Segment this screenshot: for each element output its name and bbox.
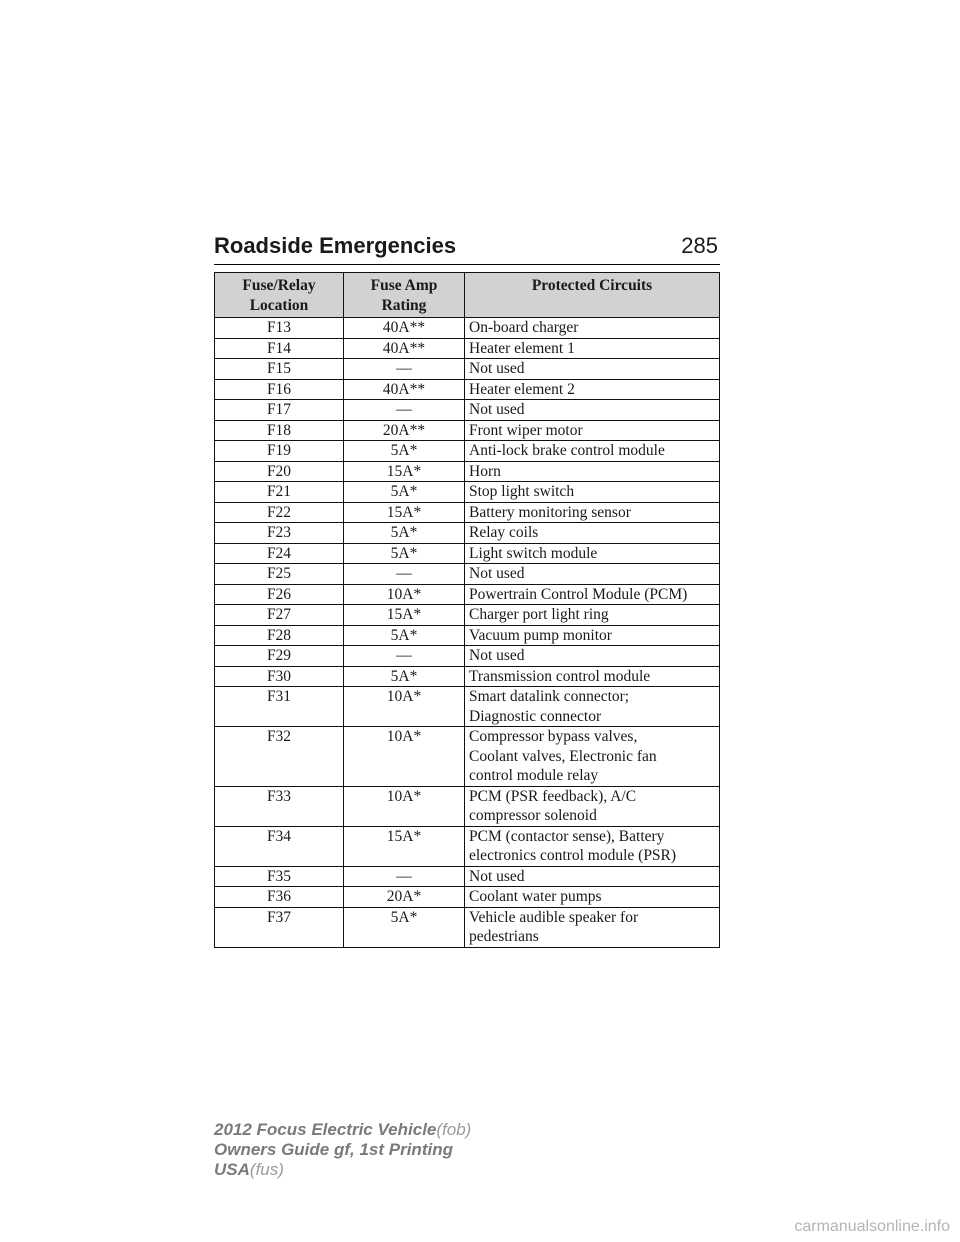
fuse-amp-cell: —	[344, 359, 465, 380]
fuse-location-cell: F33	[215, 786, 344, 826]
footer-line-2: Owners Guide gf, 1st Printing	[214, 1140, 453, 1159]
table-row	[215, 666, 720, 687]
fuse-location-cell: F32	[215, 727, 344, 787]
table-row	[215, 907, 720, 947]
protected-circuit-cell: PCM (contactor sense), Battery electronics control module (PSR)	[465, 826, 720, 866]
table-row	[215, 687, 720, 727]
fuse-amp-cell: 5A*	[344, 625, 465, 646]
fuse-location-cell: F30	[215, 666, 344, 687]
fuse-amp-cell: 10A*	[344, 786, 465, 826]
fuse-amp-cell: 40A**	[344, 379, 465, 400]
fuse-location-cell: F16	[215, 379, 344, 400]
table-row	[215, 826, 720, 866]
fuse-location-cell: F28	[215, 625, 344, 646]
protected-circuit-cell: Light switch module	[465, 543, 720, 564]
page-number: 285	[681, 233, 718, 258]
protected-circuit-cell: Compressor bypass valves, Coolant valves, Electronic fan control module relay	[465, 727, 720, 787]
table-row	[215, 786, 720, 826]
page-header	[214, 228, 720, 265]
column-header-protected-circuits: Protected Circuits	[465, 273, 720, 318]
fuse-location-cell: F29	[215, 646, 344, 667]
fuse-amp-cell: —	[344, 564, 465, 585]
fuse-amp-cell: 5A*	[344, 907, 465, 947]
fuse-amp-cell: 20A*	[344, 887, 465, 908]
watermark-text: carmanualsonline.info	[794, 1218, 950, 1235]
table-row	[215, 379, 720, 400]
fuse-amp-cell: 40A**	[344, 318, 465, 339]
table-row	[215, 584, 720, 605]
fuse-amp-cell: 10A*	[344, 584, 465, 605]
fuse-location-cell: F22	[215, 502, 344, 523]
protected-circuit-cell: Horn	[465, 461, 720, 482]
fuse-location-cell: F31	[215, 687, 344, 727]
fuse-amp-cell: 15A*	[344, 605, 465, 626]
fuse-location-cell: F25	[215, 564, 344, 585]
fuse-amp-cell: 5A*	[344, 482, 465, 503]
table-row	[215, 400, 720, 421]
table-row	[215, 338, 720, 359]
fuse-amp-cell: 10A*	[344, 727, 465, 787]
table-row	[215, 605, 720, 626]
fuse-amp-cell: 5A*	[344, 523, 465, 544]
fuse-location-cell: F18	[215, 420, 344, 441]
protected-circuit-cell: Not used	[465, 359, 720, 380]
protected-circuit-cell: Heater element 2	[465, 379, 720, 400]
fuse-location-cell: F26	[215, 584, 344, 605]
fuse-location-cell: F13	[215, 318, 344, 339]
fuse-location-cell: F35	[215, 866, 344, 887]
fuse-location-cell: F14	[215, 338, 344, 359]
protected-circuit-cell: On-board charger	[465, 318, 720, 339]
protected-circuit-cell: Transmission control module	[465, 666, 720, 687]
table-row	[215, 625, 720, 646]
table-row	[215, 866, 720, 887]
table-row	[215, 441, 720, 462]
protected-circuit-cell: Not used	[465, 400, 720, 421]
table-row	[215, 564, 720, 585]
footer-line-3: USA(fus)	[214, 1160, 284, 1179]
document-footer	[214, 1120, 471, 1180]
fuse-location-cell: F23	[215, 523, 344, 544]
fuse-location-cell: F19	[215, 441, 344, 462]
fuse-table-body	[215, 318, 720, 948]
protected-circuit-cell: PCM (PSR feedback), A/C compressor solenoid	[465, 786, 720, 826]
protected-circuit-cell: Not used	[465, 564, 720, 585]
fuse-amp-cell: —	[344, 646, 465, 667]
fuse-location-cell: F15	[215, 359, 344, 380]
fuse-amp-cell: 40A**	[344, 338, 465, 359]
table-row	[215, 523, 720, 544]
fuse-amp-cell: 5A*	[344, 441, 465, 462]
table-row	[215, 502, 720, 523]
fuse-location-cell: F24	[215, 543, 344, 564]
table-row	[215, 646, 720, 667]
table-row	[215, 887, 720, 908]
protected-circuit-cell: Heater element 1	[465, 338, 720, 359]
table-row	[215, 727, 720, 787]
protected-circuit-cell: Coolant water pumps	[465, 887, 720, 908]
table-row	[215, 461, 720, 482]
protected-circuit-cell: Smart datalink connector; Diagnostic connector	[465, 687, 720, 727]
table-row	[215, 482, 720, 503]
fuse-location-cell: F20	[215, 461, 344, 482]
fuse-location-cell: F36	[215, 887, 344, 908]
fuse-amp-cell: 10A*	[344, 687, 465, 727]
protected-circuit-cell: Powertrain Control Module (PCM)	[465, 584, 720, 605]
table-header-row	[215, 273, 720, 318]
fuse-amp-cell: 5A*	[344, 666, 465, 687]
fuse-amp-cell: 15A*	[344, 461, 465, 482]
protected-circuit-cell: Relay coils	[465, 523, 720, 544]
protected-circuit-cell: Battery monitoring sensor	[465, 502, 720, 523]
section-title: Roadside Emergencies	[214, 233, 457, 258]
fuse-location-cell: F37	[215, 907, 344, 947]
table-row	[215, 420, 720, 441]
fuse-location-cell: F17	[215, 400, 344, 421]
protected-circuit-cell: Vehicle audible speaker for pedestrians	[465, 907, 720, 947]
fuse-amp-cell: —	[344, 866, 465, 887]
fuse-amp-cell: —	[344, 400, 465, 421]
protected-circuit-cell: Vacuum pump monitor	[465, 625, 720, 646]
fuse-table	[214, 272, 720, 948]
protected-circuit-cell: Not used	[465, 866, 720, 887]
protected-circuit-cell: Stop light switch	[465, 482, 720, 503]
fuse-location-cell: F27	[215, 605, 344, 626]
footer-line-1: 2012 Focus Electric Vehicle(fob)	[214, 1120, 472, 1139]
fuse-amp-cell: 15A*	[344, 826, 465, 866]
fuse-amp-cell: 5A*	[344, 543, 465, 564]
fuse-location-cell: F21	[215, 482, 344, 503]
table-row	[215, 359, 720, 380]
fuse-location-cell: F34	[215, 826, 344, 866]
column-header-amp-rating: Fuse Amp Rating	[344, 273, 465, 318]
fuse-amp-cell: 20A**	[344, 420, 465, 441]
table-row	[215, 318, 720, 339]
fuse-amp-cell: 15A*	[344, 502, 465, 523]
protected-circuit-cell: Charger port light ring	[465, 605, 720, 626]
protected-circuit-cell: Not used	[465, 646, 720, 667]
column-header-location: Fuse/Relay Location	[215, 273, 344, 318]
protected-circuit-cell: Front wiper motor	[465, 420, 720, 441]
table-row	[215, 543, 720, 564]
protected-circuit-cell: Anti-lock brake control module	[465, 441, 720, 462]
